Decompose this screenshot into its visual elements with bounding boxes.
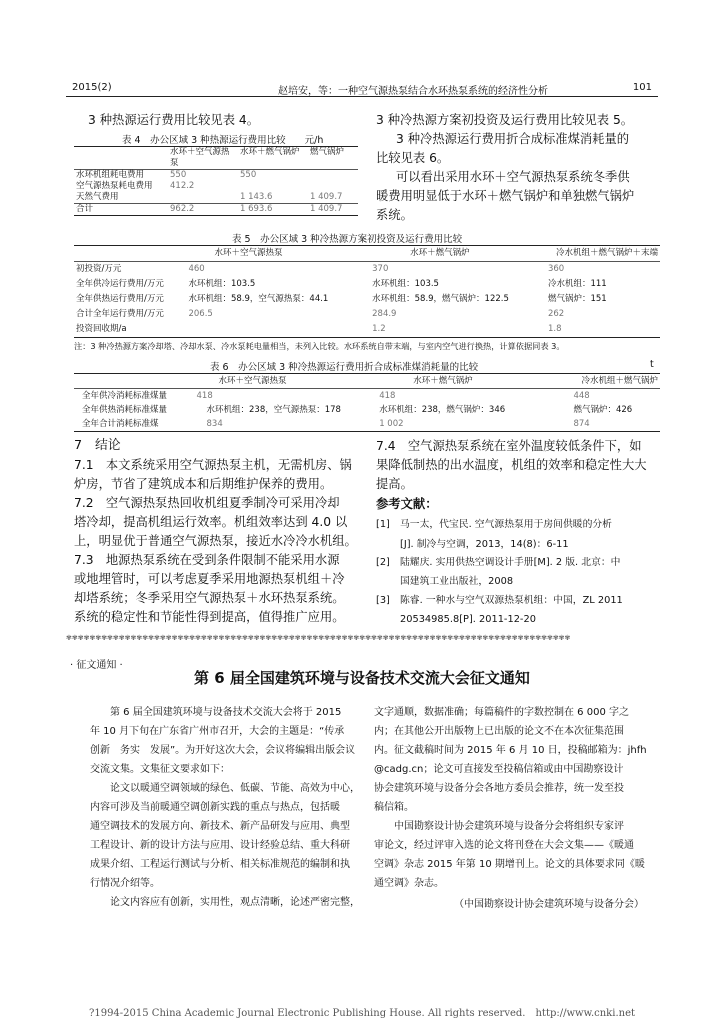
notice-line: 工程设计、新的设计方法与应用、设计经验总结、重大科研 (90, 840, 350, 851)
table-row (74, 292, 660, 307)
table-header-cell: 水环＋燃气锅炉 (240, 147, 300, 157)
table-cell: 360 (547, 264, 565, 274)
table-cell: 燃气锅炉：151 (547, 294, 607, 304)
table-cell: 投资回收期/a (76, 324, 127, 334)
table-cell: 262 (547, 309, 565, 319)
table-row (74, 192, 358, 204)
table-header-cell: 燃气锅炉 (310, 147, 345, 157)
table-row (74, 389, 660, 404)
issue-number: 2015(2) (72, 82, 112, 93)
table4-caption: 表 4 办公区域 3 种热源运行费用比较 元/h (122, 135, 324, 146)
table-cell: 冷水机组：111 (547, 279, 607, 289)
notice-title: 第 6 届全国建筑环境与设备技术交流大会征文通知 (194, 669, 530, 687)
table-cell: 206.5 (188, 309, 213, 319)
table4 (74, 146, 358, 216)
table-cell: 1 409.7 (310, 192, 343, 202)
table-row (74, 262, 660, 278)
notice-line: 行情况介绍等。 (90, 878, 160, 889)
table-cell: 全年供热运行费用/万元 (76, 294, 164, 304)
table-cell: 1.2 (372, 324, 386, 334)
table-header-cell: 水环＋燃气锅炉 (413, 376, 473, 386)
notice-line: 内容可涉及当前暖通空调创新实践的重点与热点，包括暖 (90, 802, 340, 813)
table-cell: 全年合计消耗标准煤 (82, 419, 159, 429)
table-cell: 水环机组：103.5 (372, 279, 439, 289)
reference-text: [J]. 制冷与空调，2013，14(8)：6-11 (400, 539, 569, 550)
paragraph-line: 塔冷却，提高机组运行效率。机组效率达到 4.0 以 (74, 515, 348, 529)
table-cell: 284.9 (372, 309, 397, 319)
table-row (74, 403, 660, 417)
paragraph-line: 7.3 地源热泵系统在受到条件限制不能采用水源 (74, 553, 340, 567)
notice-signature: （中国勘察设计协会建筑环境与设备分会） (454, 899, 644, 910)
reference-number: [3] (376, 595, 390, 606)
notice-line: 论文内容应有创新，实用性，观点清晰，论述严密完整， (90, 897, 360, 908)
table-header-row (74, 246, 660, 262)
table-cell: 412.2 (170, 181, 195, 191)
table-cell: 1 409.7 (310, 204, 343, 214)
copyright-footer: ?1994-2015 China Academic Journal Electronic Publishing House. All rights reserved. http://www.cnki.net (88, 1008, 635, 1019)
paragraph-line: 7.2 空气源热泵热回收机组夏季制冷可采用冷却 (74, 496, 340, 510)
paragraph-line: 上，明显优于普通空气源热泵，接近水冷冷水机组。 (74, 534, 357, 548)
table-row (74, 417, 660, 432)
running-header (66, 80, 658, 97)
table-row (74, 307, 660, 322)
table6-caption: 表 6 办公区域 3 种冷热源运行费用折合成标准煤消耗量的比较 (210, 362, 479, 373)
table-cell (308, 181, 358, 192)
table-row (74, 277, 660, 292)
table-cell: 370 (372, 264, 389, 274)
notice-line: 空调》杂志 2015 年第 10 期增刊上。论文的具体要求同《暖 (374, 859, 645, 870)
reference-text: 马一太，代宝民. 空气源热泵用于房间供暖的分析 (400, 519, 612, 530)
paragraph-line: 提高。 (376, 477, 413, 491)
notice-line: 论文以暖通空调领域的绿色、低碳、节能、高效为中心， (90, 783, 360, 794)
table-header-cell: 冷水机组＋燃气锅炉＋末端 (555, 248, 658, 258)
table-header-cell: 水环＋空气源热泵 (218, 376, 287, 386)
table-cell: 水环机组：103.5 (188, 279, 256, 289)
reference-text: 国建筑工业出版社，2008 (400, 576, 514, 587)
table-cell: 418 (196, 391, 213, 401)
page-number: 101 (632, 82, 652, 93)
table-cell (238, 181, 308, 192)
paragraph-line: 3 种冷热源方案初投资及运行费用比较见表 5。 (376, 113, 634, 127)
paragraph-line: 比较见表 6。 (376, 151, 450, 165)
table-cell: 全年供冷消耗标准煤量 (82, 391, 168, 401)
paragraph-line: 系统。 (376, 208, 413, 222)
table-cell: 550 (170, 170, 187, 180)
paragraph-line: 暖费用明显低于水环＋燃气锅炉和单独燃气锅炉 (376, 189, 635, 203)
notice-line: 成果介绍、工程运行测试与分析、相关标准规范的编制和执 (90, 859, 350, 870)
table-cell: 天然气费用 (76, 192, 119, 202)
reference-text: 陈睿. 一种水与空气双源热泵机组：中国，ZL 2011 (400, 595, 623, 606)
paragraph-line: 3 种冷热源运行费用折合成标准煤消耗量的 (396, 132, 630, 146)
table-header-cell: 水环＋燃气锅炉 (410, 248, 470, 258)
table-cell: 水环机组：238，燃气锅炉：346 (379, 405, 506, 415)
table-cell: 1 693.6 (240, 204, 273, 214)
table-cell: 全年供热消耗标准煤量 (82, 405, 168, 415)
notice-line: 审论文，经过评审入选的论文将刊登在大会文集——《暖通 (374, 840, 634, 851)
notice-line: @cadg.cn；论文可直接发至投稿信箱或由中国勘察设计 (374, 764, 624, 775)
notice-line: 协会建筑环境与设备分会各地方委员会推荐，统一发至投 (374, 783, 624, 794)
table-header-cell: 冷水机组＋燃气锅炉 (581, 376, 658, 386)
table-cell: 874 (573, 419, 590, 429)
table-cell: 1 002 (379, 419, 404, 429)
table-cell: 全年供冷运行费用/万元 (76, 279, 164, 289)
table-header-cell: 水环＋空气源热泵 (214, 248, 283, 258)
notice-line: 内；在其他公开出版物上已出版的论文不在本次征集范围 (374, 726, 624, 737)
table-cell: 418 (379, 391, 396, 401)
table-cell: 水环机组：238，空气源热泵：178 (206, 405, 341, 415)
notice-line: 通空调》杂志。 (374, 878, 444, 889)
notice-line: 通空调技术的发展方向、新技术、新产品研发与应用、典型 (90, 821, 350, 832)
table-header-cell (74, 147, 168, 170)
table-cell: 水环机组：58.9，空气源热泵：44.1 (188, 294, 329, 304)
paragraph-line: 或地埋管时，可以考虑夏季采用地源热泵机组＋冷 (74, 572, 345, 586)
notice-line: 年 10 月下旬在广东省广州市召开，大会的主题是：“传承 (90, 726, 345, 737)
table-cell: 空气源热泵耗电费用 (76, 181, 153, 191)
table-cell (168, 192, 238, 204)
section-heading: 7 结论 (74, 438, 121, 453)
notice-line: 中国勘察设计协会建筑环境与设备分会将组织专家评 (374, 821, 624, 832)
notice-line: 创新 务实 发展”。为开好这次大会，会议将编辑出版会议 (90, 745, 356, 756)
table5 (74, 245, 660, 338)
table-row (74, 181, 358, 192)
notice-line: 第 6 届全国建筑环境与设备技术交流大会将于 2015 (90, 707, 342, 718)
table-row (74, 204, 358, 216)
table-cell: 燃气锅炉：426 (573, 405, 633, 415)
notice-line: 内。征文截稿时间为 2015 年 6 月 10 日，投稿邮箱为：jhfh (374, 745, 647, 756)
paragraph-line: 7.1 本文系统采用空气源热泵主机，无需机房、锅 (74, 458, 352, 472)
article-title: 赵培安，等：一种空气源热泵结合水环热泵系统的经济性分析 (278, 86, 548, 97)
paragraph-line: 系统的稳定性和节能性得到提高，值得推广应用。 (74, 610, 345, 624)
paragraph-line: 却塔系统；冬季采用空气源热泵＋水环热泵系统。 (74, 591, 345, 605)
reference-text: 20534985.8[P]. 2011-12-20 (400, 614, 536, 625)
reference-number: [1] (376, 519, 390, 530)
table5-note: 注：3 种冷热源方案冷却塔、冷却水泵、冷水泵耗电量相当，未列入比较。水环系统自带末端，与室内空气进行换热，计算依据同表 3。 (74, 341, 565, 351)
table6-unit: t (650, 359, 654, 370)
table5-caption: 表 5 办公区域 3 种冷热源方案初投资及运行费用比较 (232, 234, 463, 245)
paragraph-line: 炉房，节省了建筑成本和后期维护保养的费用。 (74, 477, 333, 491)
table-cell: 合计全年运行费用/万元 (76, 309, 164, 319)
table-header-cell (74, 246, 186, 262)
table-cell: 834 (206, 419, 223, 429)
table-header-cell: 水环＋空气源热泵 (170, 147, 230, 168)
notice-line: 稿信箱。 (374, 802, 414, 813)
table-row (74, 322, 660, 338)
paragraph-line: 3 种热源运行费用比较见表 4。 (88, 113, 260, 127)
references-heading: 参考文献： (376, 497, 438, 511)
table-cell: 962.2 (170, 204, 195, 214)
table-cell (186, 322, 370, 338)
table6 (74, 373, 660, 432)
table-cell: 合计 (76, 204, 94, 214)
table-cell: 1 143.6 (240, 192, 273, 202)
table-cell: 初投资/万元 (76, 264, 122, 274)
paragraph-line: 可以看出采用水环＋空气源热泵系统冬季供 (396, 170, 630, 184)
table-header-cell (74, 374, 193, 389)
notice-line: 文字通顺，数据准确；每篇稿件的字数控制在 6 000 字之 (374, 707, 629, 718)
table-cell: 1.8 (547, 324, 562, 334)
table-cell: 水环机组：58.9，燃气锅炉：122.5 (372, 294, 509, 304)
reference-number: [2] (376, 557, 390, 568)
paragraph-line: 7.4 空气源热泵系统在室外温度较低条件下，如 (376, 439, 642, 453)
paragraph-line: 果降低制热的出水温度，机组的效率和稳定性大大 (376, 458, 647, 472)
table-cell: 448 (573, 391, 590, 401)
table-row (74, 170, 358, 182)
table-cell: 460 (188, 264, 205, 274)
reference-text: 陆耀庆. 实用供热空调设计手册[M]. 2 版. 北京：中 (400, 557, 621, 568)
notice-line: 交流文集。文集征文要求如下： (90, 764, 230, 775)
table-cell: 550 (240, 170, 257, 180)
table-cell (308, 170, 358, 182)
section-tag: · 征文通知 · (70, 660, 123, 671)
table-header-row (74, 147, 358, 170)
table-cell: 水环机组耗电费用 (76, 170, 145, 180)
table-header-row (74, 374, 660, 389)
decorative-separator: ✾✾✾✾✾✾✾✾✾✾✾✾✾✾✾✾✾✾✾✾✾✾✾✾✾✾✾✾✾✾✾✾✾✾✾✾✾✾✾✾✾✾✾✾✾✾✾✾✾✾✾✾✾✾✾✾✾✾✾✾✾✾✾✾✾✾✾✾✾✾✾✾✾✾✾✾✾✾✾✾✾✾✾✾✾✾ (66, 634, 571, 642)
